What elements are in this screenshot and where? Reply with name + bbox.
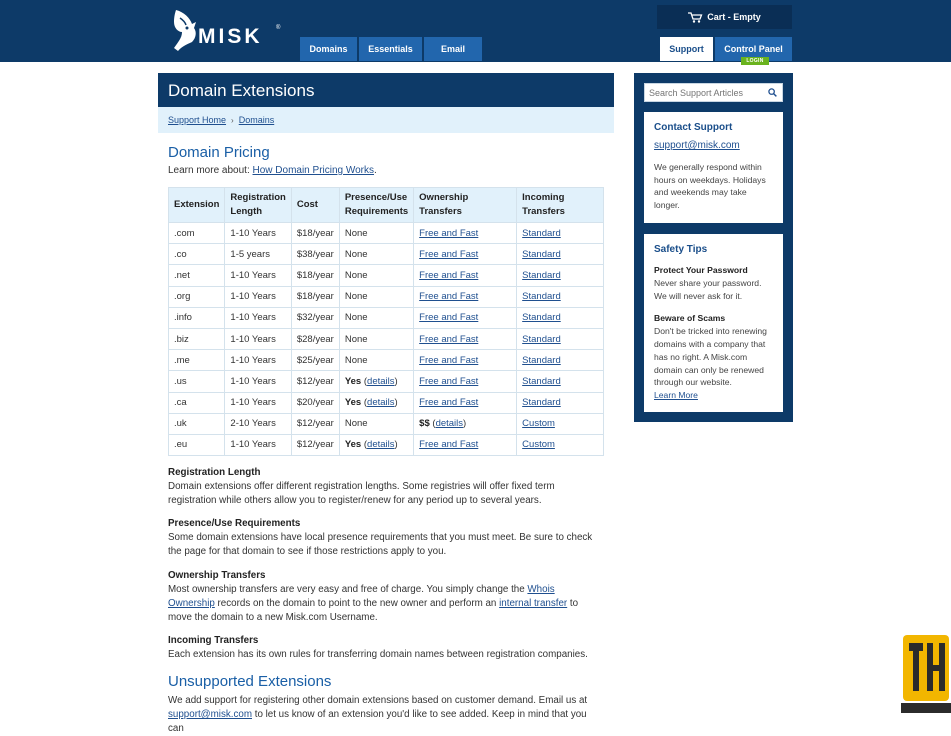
tip-scams-text: Don't be tricked into renewing domains with a company that has no right. A Misk.com domain can only be renewed through our website. bbox=[654, 326, 767, 388]
ownership-price-text: $$ bbox=[419, 418, 430, 430]
unsupported-heading: Unsupported Extensions bbox=[168, 673, 332, 690]
extension-text: .ca bbox=[174, 397, 187, 409]
unsupported-text-b: to let us know of an extension you'd like to see added. Keep in mind that you can bbox=[168, 709, 587, 734]
logo-wordmark: MISK bbox=[198, 25, 263, 48]
cost-text: $12/year bbox=[296, 439, 334, 451]
ownership-transfer-link[interactable]: Free and Fast bbox=[419, 333, 479, 345]
nav-tab-email[interactable]: Email bbox=[424, 37, 482, 61]
cell-cost bbox=[291, 307, 339, 328]
extension-text: .co bbox=[174, 248, 187, 260]
registration-length-heading: Registration Length bbox=[168, 467, 261, 478]
cell-registration-length bbox=[225, 328, 291, 349]
incoming-transfer-link[interactable]: Standard bbox=[522, 227, 561, 239]
incoming-transfer-link[interactable]: Standard bbox=[522, 291, 561, 303]
incoming-transfer-link[interactable]: Standard bbox=[522, 397, 561, 409]
site-header bbox=[0, 0, 951, 62]
ownership-text-a: Most ownership transfers are very easy and free of charge. You simply change the bbox=[168, 584, 528, 595]
ownership-transfer-link[interactable]: Free and Fast bbox=[419, 227, 479, 239]
cell-ownership bbox=[414, 328, 517, 349]
incoming-transfer-link[interactable]: Custom bbox=[522, 439, 555, 451]
nav-tab-control-panel[interactable]: Control Panel bbox=[715, 37, 792, 61]
cell-cost bbox=[291, 350, 339, 371]
nav-tab-essentials[interactable]: Essentials bbox=[359, 37, 422, 61]
nav-tab-support[interactable]: Support bbox=[660, 37, 713, 61]
cell-presence bbox=[339, 328, 413, 349]
cell-presence bbox=[339, 265, 413, 286]
presence-text: None bbox=[344, 248, 368, 260]
ownership-transfer-link[interactable]: Free and Fast bbox=[419, 397, 479, 409]
cell-ownership: $$ (details) bbox=[414, 413, 517, 434]
cell-ownership bbox=[414, 307, 517, 328]
cell-incoming bbox=[517, 392, 604, 413]
length-text: 1-10 Years bbox=[230, 439, 276, 451]
cost-text: $28/year bbox=[296, 333, 334, 345]
col-header-presence: Presence/Use Requirements bbox=[339, 188, 413, 223]
cell-cost bbox=[291, 413, 339, 434]
table-row bbox=[169, 223, 604, 244]
cell-incoming bbox=[517, 371, 604, 392]
cell-extension bbox=[169, 350, 225, 371]
breadcrumb-chevron-icon: › bbox=[231, 115, 234, 125]
table-row bbox=[169, 328, 604, 349]
tip-password-text: Never share your password. We will never ask for it. bbox=[654, 277, 762, 301]
ownership-transfer-link[interactable]: Free and Fast bbox=[419, 312, 479, 324]
cell-presence bbox=[339, 307, 413, 328]
incoming-transfer-link[interactable]: Standard bbox=[522, 354, 561, 366]
cell-incoming bbox=[517, 286, 604, 307]
pricing-table bbox=[168, 187, 604, 456]
incoming-section bbox=[168, 634, 604, 662]
col-header-incoming: Incoming Transfers bbox=[517, 188, 604, 223]
cell-registration-length bbox=[225, 244, 291, 265]
extension-text: .us bbox=[174, 375, 187, 387]
cell-incoming bbox=[517, 307, 604, 328]
cell-registration-length bbox=[225, 307, 291, 328]
cell-registration-length bbox=[225, 413, 291, 434]
internal-transfer-link[interactable]: internal transfer bbox=[499, 598, 568, 609]
cell-ownership bbox=[414, 392, 517, 413]
cell-incoming bbox=[517, 265, 604, 286]
misk-logo[interactable] bbox=[170, 8, 282, 52]
cell-extension bbox=[169, 244, 225, 265]
presence-text: Yes bbox=[344, 397, 362, 409]
cost-text: $20/year bbox=[296, 397, 334, 409]
cost-text: $25/year bbox=[296, 354, 334, 366]
contact-support-card bbox=[644, 112, 783, 223]
cell-cost bbox=[291, 244, 339, 265]
presence-section bbox=[168, 517, 604, 559]
search-box[interactable] bbox=[644, 83, 783, 102]
ownership-transfer-link[interactable]: Free and Fast bbox=[419, 354, 479, 366]
incoming-text: Each extension has its own rules for transferring domain names between registration companies. bbox=[168, 649, 588, 660]
cell-extension bbox=[169, 434, 225, 455]
presence-text: None bbox=[344, 333, 368, 345]
learn-more-line bbox=[168, 165, 377, 176]
logo-registered-mark: ® bbox=[276, 25, 281, 31]
ownership-transfer-link[interactable]: Free and Fast bbox=[419, 269, 479, 281]
length-text: 1-10 Years bbox=[230, 291, 276, 303]
cell-registration-length bbox=[225, 434, 291, 455]
extension-text: .org bbox=[174, 291, 191, 303]
cell-presence: Yes (details) bbox=[339, 371, 413, 392]
cost-text: $18/year bbox=[296, 291, 334, 303]
cell-presence bbox=[339, 244, 413, 265]
cost-text: $12/year bbox=[296, 418, 334, 430]
length-text: 2-10 Years bbox=[230, 418, 276, 430]
contact-support-heading: Contact Support bbox=[654, 122, 733, 133]
cell-extension bbox=[169, 265, 225, 286]
cell-presence bbox=[339, 223, 413, 244]
cell-incoming bbox=[517, 223, 604, 244]
breadcrumb-domains[interactable]: Domains bbox=[238, 115, 275, 125]
cell-ownership bbox=[414, 286, 517, 307]
cell-cost bbox=[291, 223, 339, 244]
ownership-transfer-link[interactable]: Free and Fast bbox=[419, 375, 479, 387]
cart-button[interactable] bbox=[657, 5, 792, 29]
extension-text: .biz bbox=[174, 333, 189, 345]
cell-registration-length bbox=[225, 265, 291, 286]
unsupported-text bbox=[168, 694, 604, 736]
cell-cost bbox=[291, 392, 339, 413]
cell-cost bbox=[291, 328, 339, 349]
whois-ownership-link[interactable]: Whois Ownership bbox=[168, 584, 555, 609]
incoming-transfer-link[interactable]: Standard bbox=[522, 248, 561, 260]
table-row bbox=[169, 413, 604, 434]
cell-registration-length bbox=[225, 371, 291, 392]
cost-text: $32/year bbox=[296, 312, 334, 324]
cell-registration-length bbox=[225, 350, 291, 371]
cell-presence: Yes (details) bbox=[339, 392, 413, 413]
col-header-extension: Extension bbox=[169, 188, 225, 223]
ownership-section bbox=[168, 569, 604, 625]
cell-cost bbox=[291, 286, 339, 307]
table-row bbox=[169, 434, 604, 455]
ownership-details-link[interactable]: details bbox=[435, 418, 464, 430]
incoming-transfer-link[interactable]: Standard bbox=[522, 375, 561, 387]
ownership-text bbox=[168, 583, 604, 625]
safety-learn-more-link[interactable]: Learn More bbox=[654, 390, 698, 401]
cart-label: Cart - Empty bbox=[707, 12, 761, 22]
extension-text: .net bbox=[174, 269, 190, 281]
safety-tips-heading: Safety Tips bbox=[654, 244, 708, 255]
tip-scams-title: Beware of Scams bbox=[654, 313, 726, 324]
pricing-info-link[interactable]: How Domain Pricing Works bbox=[252, 165, 375, 176]
presence-details-link[interactable]: details bbox=[367, 375, 395, 387]
incoming-heading: Incoming Transfers bbox=[168, 635, 259, 646]
incoming-transfer-link[interactable]: Standard bbox=[522, 269, 561, 281]
cell-incoming bbox=[517, 244, 604, 265]
search-icon[interactable] bbox=[768, 88, 777, 97]
length-text: 1-10 Years bbox=[230, 375, 276, 387]
cell-cost bbox=[291, 371, 339, 392]
cell-incoming bbox=[517, 328, 604, 349]
cell-extension bbox=[169, 413, 225, 434]
presence-text: Some domain extensions have local presence requirements that you must meet. Be sure to check the page for that domain to see if those restrictions apply to you. bbox=[168, 532, 593, 557]
table-row bbox=[169, 307, 604, 328]
table-row bbox=[169, 265, 604, 286]
ownership-transfer-link[interactable]: Free and Fast bbox=[419, 248, 479, 260]
extension-text: .com bbox=[174, 227, 195, 239]
extension-text: .me bbox=[174, 354, 190, 366]
contact-email-link[interactable]: support@misk.com bbox=[654, 140, 740, 151]
cost-text: $12/year bbox=[296, 375, 334, 387]
length-text: 1-10 Years bbox=[230, 397, 276, 409]
cell-extension bbox=[169, 371, 225, 392]
cell-ownership bbox=[414, 434, 517, 455]
ownership-text-b: records on the domain to point to the new owner and perform an bbox=[214, 598, 500, 609]
breadcrumb bbox=[158, 107, 614, 133]
contact-support-text: We generally respond within hours on weekdays. Holidays and weekends may take longer. bbox=[654, 161, 766, 211]
support-email-link[interactable]: support@misk.com bbox=[168, 709, 252, 720]
cell-ownership bbox=[414, 223, 517, 244]
cell-extension bbox=[169, 328, 225, 349]
breadcrumb-support-home[interactable]: Support Home bbox=[168, 115, 227, 125]
cell-extension bbox=[169, 286, 225, 307]
presence-details-link[interactable]: details bbox=[367, 397, 395, 409]
tip-password-title: Protect Your Password bbox=[654, 265, 748, 275]
cell-cost bbox=[291, 434, 339, 455]
search-input[interactable] bbox=[649, 88, 767, 98]
cell-ownership bbox=[414, 265, 517, 286]
extension-text: .uk bbox=[174, 418, 187, 430]
table-row bbox=[169, 392, 604, 413]
cell-presence bbox=[339, 286, 413, 307]
length-text: 1-10 Years bbox=[230, 269, 276, 281]
cell-extension bbox=[169, 223, 225, 244]
presence-text: Yes bbox=[344, 375, 362, 387]
cell-presence bbox=[339, 413, 413, 434]
length-text: 1-5 years bbox=[230, 248, 271, 260]
table-body bbox=[169, 223, 604, 456]
incoming-transfer-link[interactable]: Standard bbox=[522, 333, 561, 345]
unsupported-text-a: We add support for registering other domain extensions based on customer demand. Email us at bbox=[168, 695, 588, 706]
table-row bbox=[169, 350, 604, 371]
ownership-transfer-link[interactable]: Free and Fast bbox=[419, 291, 479, 303]
learn-more-prefix: Learn more about: bbox=[168, 165, 253, 176]
table-row bbox=[169, 244, 604, 265]
cell-ownership bbox=[414, 371, 517, 392]
cell-presence bbox=[339, 350, 413, 371]
learn-more-suffix: . bbox=[374, 165, 377, 176]
col-header-registration-length: Registration Length bbox=[225, 188, 291, 223]
presence-text: None bbox=[344, 418, 368, 430]
cell-extension bbox=[169, 392, 225, 413]
registration-length-section bbox=[168, 466, 604, 508]
page-title: Domain Extensions bbox=[158, 73, 614, 107]
length-text: 1-10 Years bbox=[230, 354, 276, 366]
cell-registration-length bbox=[225, 392, 291, 413]
presence-text: None bbox=[344, 269, 368, 281]
presence-text: None bbox=[344, 227, 368, 239]
ownership-text-c: to move the domain to a new Misk.com Username. bbox=[168, 598, 579, 623]
col-header-ownership: Ownership Transfers bbox=[414, 188, 517, 223]
cost-text: $18/year bbox=[296, 269, 334, 281]
table-row bbox=[169, 286, 604, 307]
cell-cost bbox=[291, 265, 339, 286]
cell-incoming bbox=[517, 434, 604, 455]
presence-text: Yes bbox=[344, 439, 362, 451]
presence-heading: Presence/Use Requirements bbox=[168, 518, 301, 529]
knight-logo-icon bbox=[170, 8, 200, 52]
incoming-transfer-link[interactable]: Standard bbox=[522, 312, 561, 324]
cost-text: $38/year bbox=[296, 248, 334, 260]
presence-text: None bbox=[344, 291, 368, 303]
length-text: 1-10 Years bbox=[230, 312, 276, 324]
extension-text: .eu bbox=[174, 439, 188, 451]
cell-ownership bbox=[414, 244, 517, 265]
table-header-row bbox=[169, 188, 604, 223]
length-text: 1-10 Years bbox=[230, 227, 276, 239]
col-header-cost: Cost bbox=[291, 188, 339, 223]
watermark-logo-icon bbox=[901, 631, 951, 713]
cell-incoming bbox=[517, 350, 604, 371]
table-row bbox=[169, 371, 604, 392]
cell-registration-length bbox=[225, 286, 291, 307]
cell-ownership bbox=[414, 350, 517, 371]
cell-incoming bbox=[517, 413, 604, 434]
ownership-heading: Ownership Transfers bbox=[168, 570, 266, 581]
incoming-transfer-link[interactable]: Custom bbox=[522, 418, 555, 430]
length-text: 1-10 Years bbox=[230, 333, 276, 345]
nav-tab-domains[interactable]: Domains bbox=[300, 37, 357, 61]
cell-extension bbox=[169, 307, 225, 328]
cart-icon bbox=[688, 12, 702, 23]
registration-length-text: Domain extensions offer different registration lengths. Some registries will offer fixed term registration while others allow you to register/renew for any period up to several years. bbox=[168, 481, 555, 506]
presence-text: None bbox=[344, 312, 368, 324]
pricing-heading: Domain Pricing bbox=[168, 144, 270, 161]
cell-registration-length bbox=[225, 223, 291, 244]
presence-details-link[interactable]: details bbox=[367, 439, 395, 451]
presence-text: None bbox=[344, 354, 368, 366]
safety-tips-card bbox=[644, 234, 783, 412]
extension-text: .info bbox=[174, 312, 192, 324]
login-badge[interactable]: LOGIN bbox=[741, 57, 769, 65]
ownership-transfer-link[interactable]: Free and Fast bbox=[419, 439, 479, 451]
cost-text: $18/year bbox=[296, 227, 334, 239]
cell-presence: Yes (details) bbox=[339, 434, 413, 455]
